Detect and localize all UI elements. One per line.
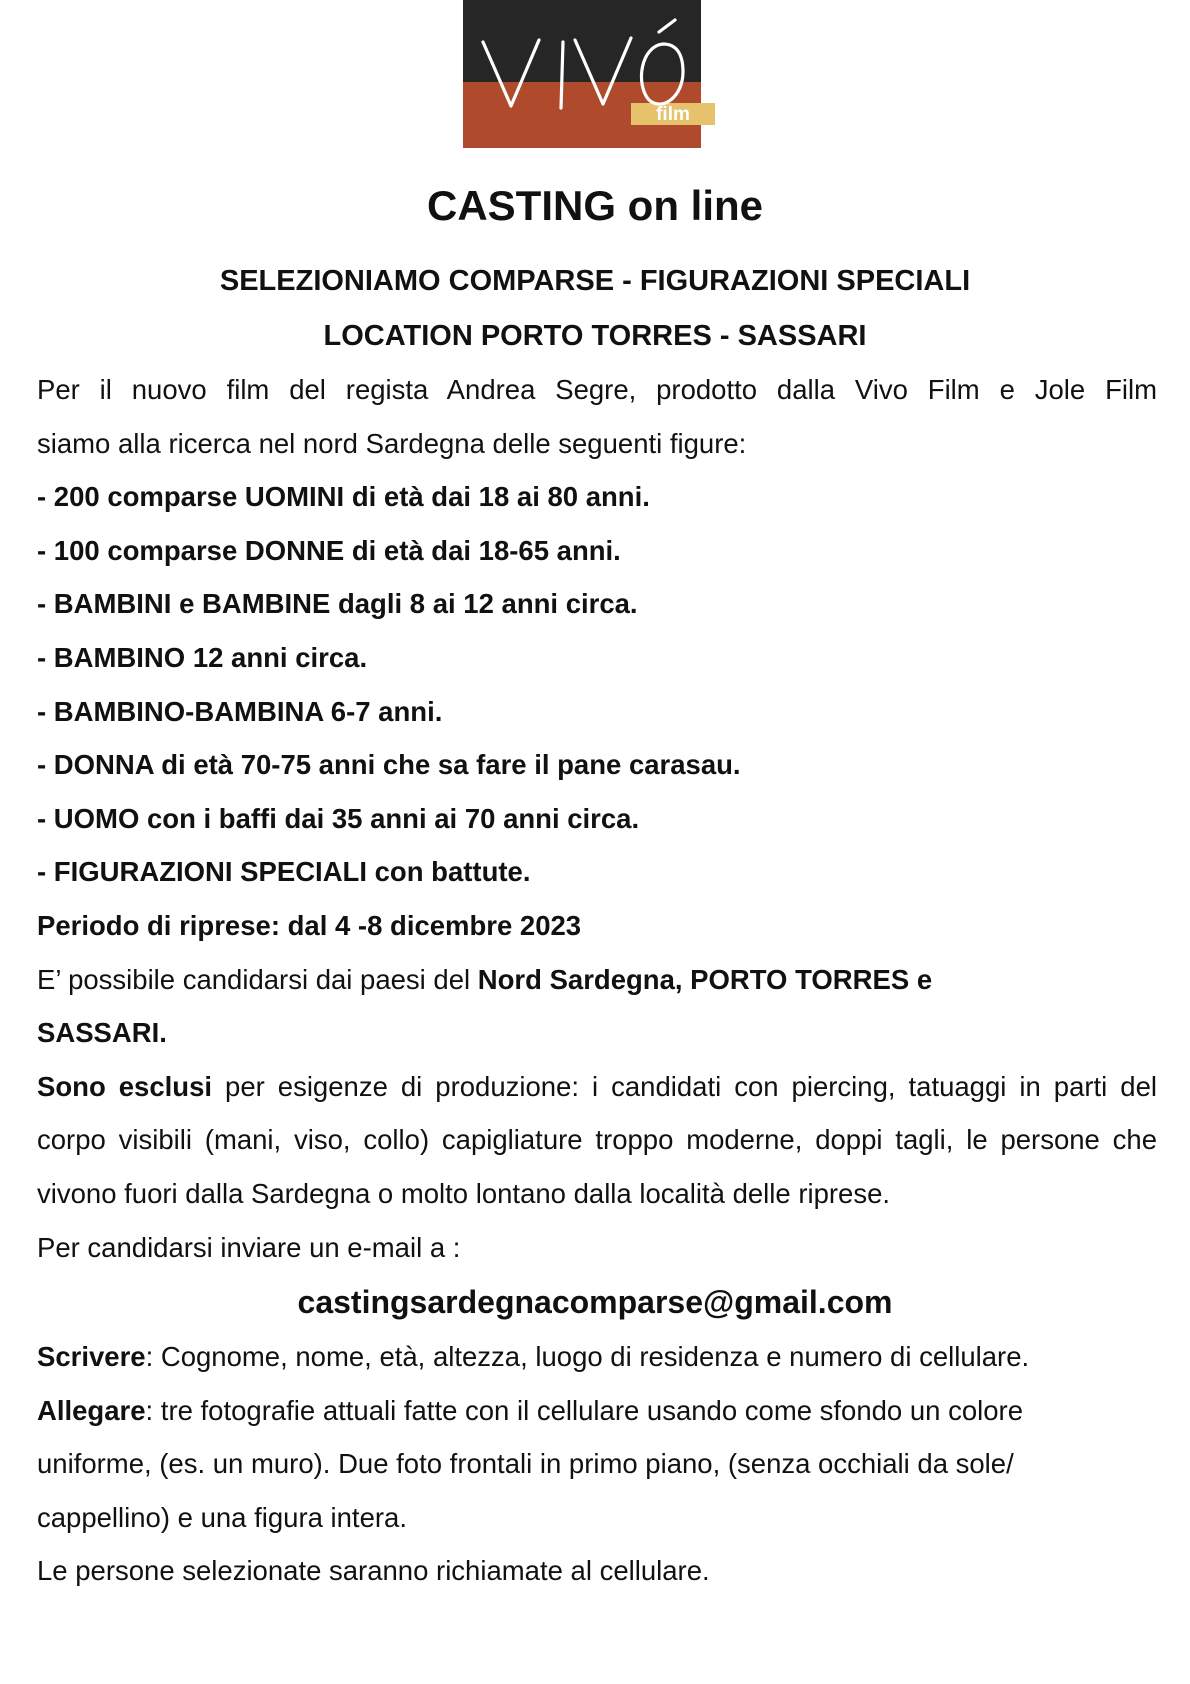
logo-top-band <box>463 0 701 82</box>
write-line <box>37 1330 1157 1384</box>
role-item: - 200 comparse UOMINI di età dai 18 ai 80 anni. <box>37 481 650 513</box>
apply-instruction: Per candidarsi inviare un e-mail a : <box>37 1231 461 1263</box>
attach-line-3: cappellino) e una figura intera. <box>37 1501 407 1533</box>
role-item: - 100 comparse DONNE di età dai 18-65 anni. <box>37 534 621 566</box>
shooting-period: Periodo di riprese: dal 4 -8 dicembre 2023 <box>37 909 582 941</box>
write-text: : Cognome, nome, età, altezza, luogo di residenza e numero di cellulare. <box>145 1341 1030 1373</box>
attach-text-1: : tre fotografie attuali fatte con il cellulare usando come sfondo un colore <box>145 1394 1023 1426</box>
attach-line-1 <box>37 1384 1157 1438</box>
attach-line-2: uniforme, (es. un muro). Due foto frontali in primo piano, (senza occhiali da sole/ <box>37 1448 1014 1480</box>
role-item: - BAMBINO 12 anni circa. <box>37 641 368 673</box>
exclusions-paragraph <box>37 1060 1157 1221</box>
role-item: - DONNA di età 70-75 anni che sa fare il pane carasau. <box>37 749 741 781</box>
eligibility-places-2: SASSARI. <box>37 1017 167 1049</box>
role-item: - FIGURAZIONI SPECIALI con battute. <box>37 856 531 888</box>
exclusions-label: Sono esclusi <box>37 1070 213 1102</box>
eligibility-places: Nord Sardegna, PORTO TORRES e <box>477 963 933 995</box>
role-item: - UOMO con i baffi dai 35 anni ai 70 anni circa. <box>37 802 640 834</box>
vivo-film-logo <box>463 0 715 148</box>
intro-line-2: siamo alla ricerca nel nord Sardegna delle seguenti figure: <box>37 427 747 459</box>
write-label: Scrivere <box>37 1341 146 1373</box>
eligibility-line <box>37 953 1157 1007</box>
announcement-body <box>37 363 1157 1598</box>
subtitle-location: LOCATION PORTO TORRES - SASSARI <box>323 320 867 352</box>
role-item: - BAMBINO-BAMBINA 6-7 anni. <box>37 695 443 727</box>
closing-line: Le persone selezionate saranno richiamate al cellulare. <box>37 1555 710 1587</box>
intro-line-1: Per il nuovo film del regista Andrea Segre, prodotto dalla Vivo Film e Jole Film <box>37 374 1157 405</box>
page-title: CASTING on line <box>427 182 763 229</box>
exclusions-text: per esigenze di produzione: i candidati con piercing, tatuaggi in parti del corpo visibili (mani, viso, collo) capigliature troppo moderne, doppi tagli, le persone che vivono fuori dalla Sardegna o molto lontano dalla località delle riprese. <box>37 1070 1157 1209</box>
logo-subtext: film <box>656 104 690 125</box>
subtitle-selection: SELEZIONIAMO COMPARSE - FIGURAZIONI SPECIALI <box>219 265 971 297</box>
attach-label: Allegare <box>37 1394 146 1426</box>
eligibility-prefix: E’ possibile candidarsi dai paesi del <box>37 963 478 995</box>
role-item: - BAMBINI e BAMBINE dagli 8 ai 12 anni circa. <box>37 588 638 620</box>
contact-email: castingsardegnacomparse@gmail.com <box>297 1284 893 1321</box>
